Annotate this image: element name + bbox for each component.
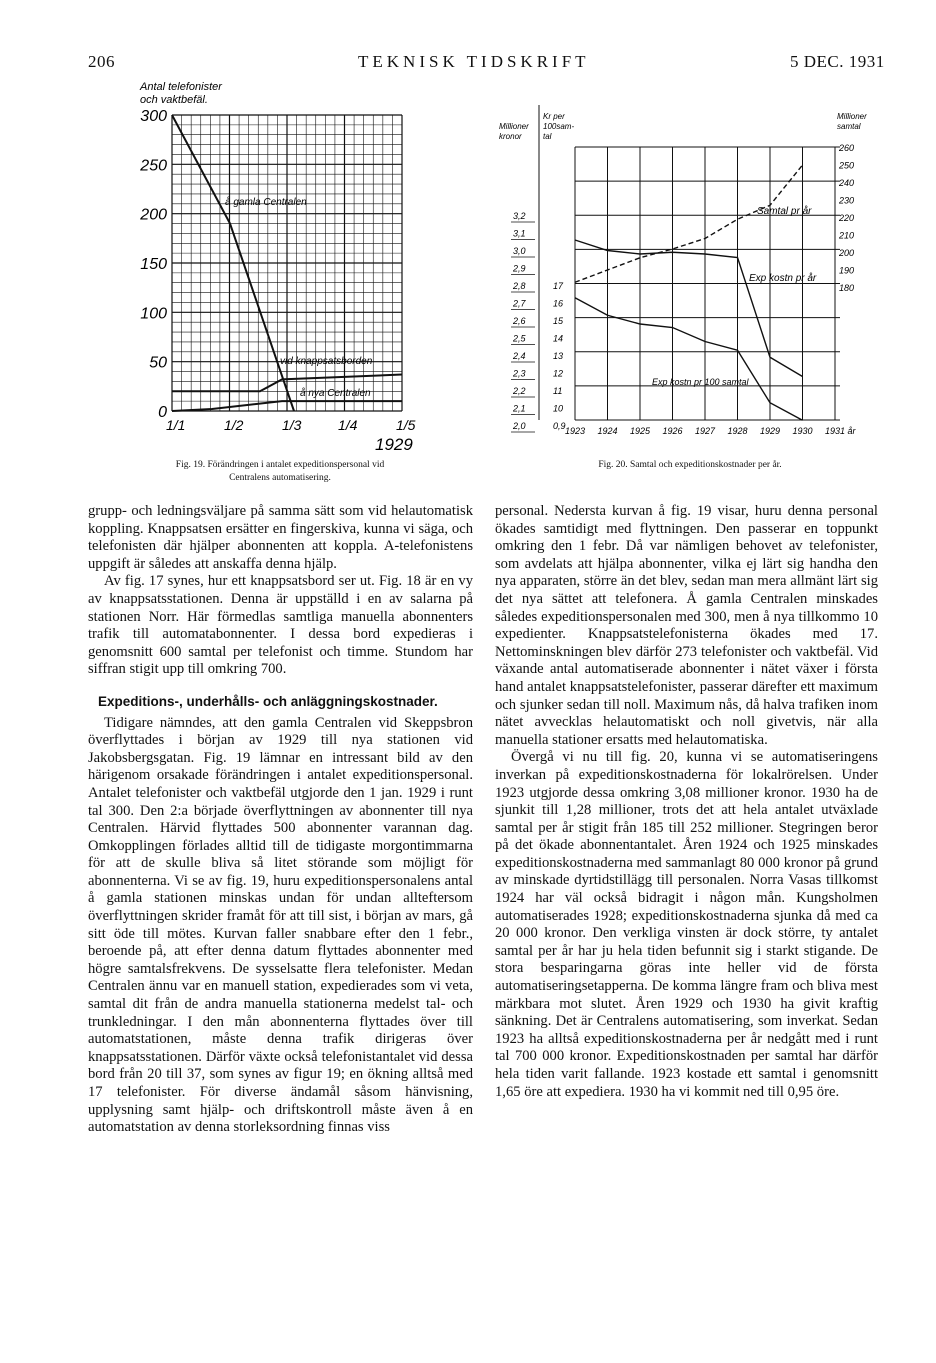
fig20-mid-tick: 12 <box>553 368 564 379</box>
fig20-left-title: Millioner <box>499 122 529 131</box>
fig20-right-tick: 180 <box>839 283 855 293</box>
fig20-chart <box>495 105 885 445</box>
left-paragraph-2: Av fig. 17 synes, hur ett knappsatsbord ser ut. Fig. 18 är en vy av knappsatsstationen. Denna är uppställd i en av salarna på stationen Norr. Här förmedlas samtliga manuella abonnenters trafik till automatabonnenter. I dessa bord expedieras i genomsnitt 600 samtal per telefonist och timme. Stundom har siffran stigit upp till omkring 700. <box>88 573 473 678</box>
journal-title: TEKNISK TIDSKRIFT <box>358 52 590 71</box>
issue-date: 5 DEC. 1931 <box>790 52 885 71</box>
fig19-ytick-label: 50 <box>149 354 167 372</box>
fig20-year-tick: 1928 <box>727 426 748 436</box>
fig19-label-gamla: å gamla Centralen <box>225 197 307 208</box>
left-paragraph-1: grupp- och ledningsväljare på samma sätt som vid helautomatisk koppling. Knappsatsen ersätter en fingerskiva, kunna vi säga, och telefonisten där hjälper abonnenten att koppla. A-telefonistens uppgift är således att anskaffa denna hjälp. <box>88 503 473 572</box>
fig20-left-tick: 2,5 <box>513 333 526 344</box>
fig19-caption-2: Centralens automatisering. <box>229 473 331 483</box>
fig20-mid-title: Kr per <box>543 112 565 121</box>
fig19-x-ticks <box>166 417 416 433</box>
fig20-series-line <box>575 240 803 377</box>
right-column <box>495 503 878 1101</box>
fig19-ytick-label: 100 <box>140 305 167 323</box>
fig20-right-tick: 210 <box>839 230 855 241</box>
fig19-xtick-label: 1/2 <box>224 417 244 433</box>
fig20-mid-tick: 11 <box>553 386 563 396</box>
fig20-year-tick: 1930 <box>792 426 813 436</box>
fig20-year-tick: 1923 <box>565 426 586 436</box>
fig20-left-tick: 2,3 <box>513 368 526 379</box>
fig20-left-tick: 2,6 <box>513 316 526 326</box>
fig20-year-tick: 1927 <box>695 426 716 436</box>
fig19-xtick-label: 1/4 <box>338 417 358 433</box>
fig20-left-tick: 2,0 <box>513 421 526 431</box>
fig19-chart <box>130 78 430 458</box>
fig20-left-tick: 2,9 <box>513 263 526 274</box>
fig20-left-tick: 2,4 <box>513 351 526 361</box>
fig20-label-per100: Exp kostn pr 100 samtal <box>652 377 749 387</box>
fig19-ytick-label: 300 <box>140 108 167 125</box>
right-paragraph-2: Övergå vi nu till fig. 20, kunna vi se automatiseringens inverkan på expeditionskostnaderna för lokalrörelsen. Under 1923 utgjorde dessa omkring 3,08 millioner kronor. 1930 ha de sjunkit till 1,28 millioner, trots det att hela antalet utväxlade samtal per år stigit från 185 till 252 millioner. Stegringen beror på det ökade abonnentantalet. Åren 1924 och 1925 minskades expeditionskostnaderna med sammanlagt 80 000 kronor på grund av minskade dyrtidstillägg till personalen. Norra Vasas tillkomst 1924 har väl också bidragit i någon mån. Kungsholmen automatiserades 1928; expeditionskostnaderna sjunka då med ca 20 000 kronor. Den verkliga vinsten är dock större, ty antalet samtal per år har ju hela tiden befunnit sig i starkt stigande. De stora besparingarna göras inte heller vid de första automatiseringsetapperna. De komma längre fram och bliva mest märkbara mot slutet. Åren 1929 och 1930 ha givit kraftig sänkning. Det är Centralens automatisering, som inverkat. Sedan 1923 ha alltså expeditionskostnaderna per år nedgått med i runt tal 700 000 kronor. Expeditionskostnaden per samtal har därför hela tiden varit fallande. 1923 kostade ett samtal i genomsnitt 1,65 öre att expediera. 1930 ha vi kommit ned till 0,95 öre. <box>495 749 878 1100</box>
fig20-left-tick: 2,7 <box>513 298 526 309</box>
fig20-year-tick: 1926 <box>662 426 683 436</box>
fig20-left-tick: 3,2 <box>513 211 526 221</box>
fig19-ytick-label: 150 <box>140 256 167 273</box>
fig19-ylabel-1: Antal telefonister <box>140 81 222 93</box>
fig20-series-line <box>575 165 803 282</box>
fig19-caption <box>130 459 430 485</box>
fig20-year-tick: 1924 <box>597 426 618 436</box>
fig20-mid-tick: 17 <box>553 281 564 291</box>
fig20-right-tick: 240 <box>839 178 855 188</box>
fig19-xtick-label: 1/5 <box>396 417 416 433</box>
fig20-left-tick: 3,1 <box>513 228 526 239</box>
fig20-left-title: kronor <box>499 132 522 141</box>
fig20-mid-tick: 13 <box>553 351 564 361</box>
fig20-mid-tick: 10 <box>553 403 564 414</box>
fig20-right-tick: 250 <box>839 160 855 171</box>
fig19-ylabel-2: och vaktbefäl. <box>140 94 208 106</box>
fig19-year: 1929 <box>375 435 413 454</box>
fig20-mid-title: tal <box>543 132 552 141</box>
fig19-ytick-label: 0 <box>158 404 167 421</box>
fig20-left-tick: 2,8 <box>513 281 526 291</box>
fig20-year-tick: 1925 <box>630 426 651 436</box>
fig20-left-tick: 2,2 <box>513 386 526 396</box>
fig20-year-tick: 1931 år <box>825 426 856 436</box>
fig20-mid-tick: 16 <box>553 298 564 309</box>
fig19-xtick-label: 1/1 <box>166 417 186 433</box>
fig19-xtick-label: 1/3 <box>282 417 302 433</box>
fig19-ytick-label: 250 <box>140 157 167 175</box>
fig19-label-knapp: vid knappsatsborden <box>280 356 373 367</box>
fig20-right-tick: 200 <box>839 248 855 258</box>
fig20-right-title: Millioner <box>837 112 867 121</box>
right-paragraph-1: personal. Nedersta kurvan å fig. 19 visar, huru denna personal ökades samtidigt med flyttningen. Den passerar en toppunkt omkring den 1 febr. Då var nämligen behovet av telefonister, som avdelats att hjälpa abonnenter, vilka ej lärt sig handha den nya apparaten, större än det blev, sedan man mera allmänt lärt sig det nya sättet att telefonera. Å gamla Centralen minskades således expeditionspersonalen med 300, men å nya tillkommo 10 expedienter. Knappsatstelefonisterna ökades med 17. Nettominskningen blev därför 273 telefonister och vaktbefäl. Vid växande antal automatiserade abonnenter i nätet växer i första hand antalet knappsatstelefonister, passerar därefter ett maximum och sjunker sedan till noll. Maximum nås, då halva trafiken inom nätet avvecklas helautomatiskt och noll givetvis, när alla manuella stationer ersatts med helautomatiska. <box>495 503 878 748</box>
fig20-mid-tick: 15 <box>553 316 564 326</box>
fig20-year-tick: 1929 <box>760 426 781 436</box>
fig20-right-tick: 190 <box>839 265 855 276</box>
left-column <box>88 503 473 1137</box>
fig20-left-tick: 3,0 <box>513 246 526 256</box>
fig20-mid-title: 100sam- <box>543 122 575 131</box>
fig20-mid-tick: 14 <box>553 333 564 344</box>
fig19-label-nya: å nya Centralen <box>300 388 371 399</box>
fig20-caption: Fig. 20. Samtal och expeditionskostnader per år. <box>598 460 782 470</box>
fig20-left-tick: 2,1 <box>513 403 526 414</box>
fig19-caption-1: Fig. 19. Förändringen i antalet expeditionspersonal vid <box>175 460 385 470</box>
fig20-label-kostn: Exp kostn pr år <box>749 273 817 284</box>
fig20-axis-titles <box>499 112 867 141</box>
section-heading: Expeditions-, underhålls- och anläggningskostnader. <box>98 693 438 709</box>
fig20-right-tick: 260 <box>839 143 855 153</box>
fig20-right-tick: 230 <box>839 195 855 206</box>
left-paragraph-3: Tidigare nämndes, att den gamla Centralen vid Skeppsbron överflyttades i början av 1929 till nya stationen vid Jakobsbergsgatan. Fig. 19 lämnar en intressant bild av den härigenom orsakade förändringen i antalet expeditionspersonal. Antalet telefonister och vaktbefäl utgjorde den 1 jan. 1929 i runt tal 300. Den 2:a började överflyttningen av abonnenter till nya Centralen. Härvid flyttades 500 abonnenter varannan dag. Omkopplingen förlades alltid till de tidigaste morgontimmarna för att de skulle bliva så litet störande som möjligt för abonnenterna. Vi se av fig. 19, huru expeditionspersonalens antal å gamla stationen minskas undan för undan allteftersom överflyttningen skrider framåt för att till sist, i början av mars, gå sitt öde till mötes. Kurvan faller snabbare efter den 1 febr., beroende på, att efter denna datum flyttades abonnenter med högre samtalsfrekvens. De sysselsatte flera telefonister. Medan Centralen ännu var en manuell station, expedierades som vi veta, samtal dit från de andra manuella stationerna medelst tal- och trunkledningar. I den mån abonnenterna flyttades över till automatstationen, måste denna trafik dirigeras över knappsatsstationen. Därför växte också telefonistantalet vid dessa bord från 20 till 37, som synes av figur 19; en ökning alltså med 17 telefonister. För diverse ändamål såsom hänvisning, upplysning samt hjälp- och driftskontroll måste även å en automatstation av denna storleksordning finnas viss <box>88 714 473 1136</box>
fig20-series-line <box>575 298 803 421</box>
fig20-mid-tick: 0,9 <box>553 421 566 431</box>
fig20-ticks <box>511 143 857 436</box>
fig20-right-tick: 220 <box>839 213 855 223</box>
page-number: 206 <box>88 52 115 71</box>
fig19-ytick-label: 200 <box>140 206 167 224</box>
fig19-y-ticks <box>139 108 167 421</box>
fig20-label-samtal: Samtal pr år <box>757 206 812 217</box>
fig20-right-title: samtal <box>837 122 861 131</box>
